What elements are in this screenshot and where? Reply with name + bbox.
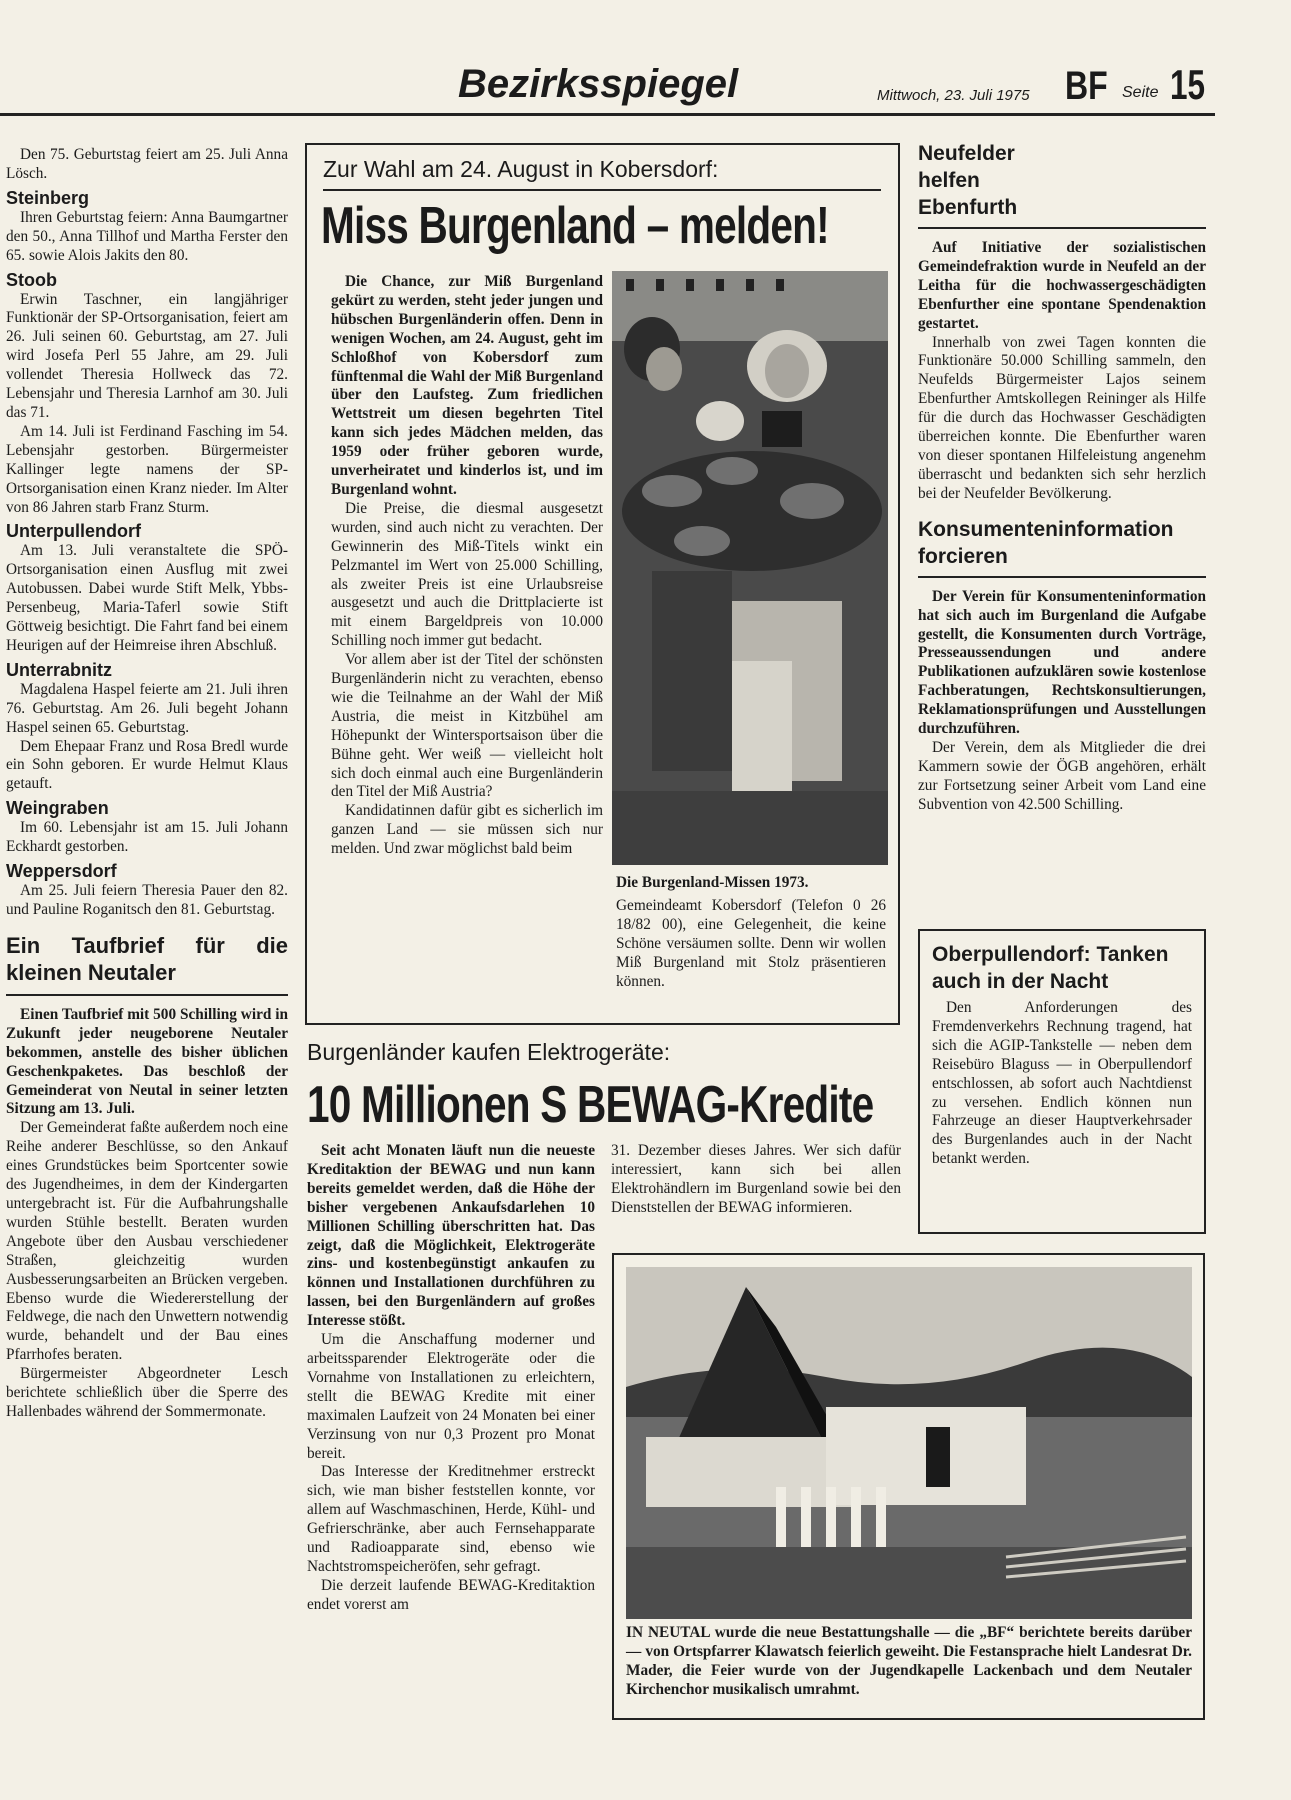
lead-paragraph: Einen Taufbrief mit 500 Schilling wird in Zukunft jeder neugeborene Neutaler bekommen, anstelle des bisher üblichen Geschenkpaketes. Das beschloß der Gemeinderat von Neutal in seiner letzten Sitzung am 13. Juli. [6,1005,288,1118]
article-text-left [331,273,603,859]
paragraph: Vor allem aber ist der Titel der schönsten Burgenländerin nicht zu verachten, ebenso wie die Teilnahme an der Wahl der Miß Austria, die meist in Kitzbühel am Höhepunkt der Wintersportsaison über die Bühne geht. Wer weiß — vielleicht holt sich doch einmal auch eine Burgenländerin den Titel der Miß Austria? [331,651,603,801]
kicker: Burgenländer kaufen Elektrogeräte: [307,1039,671,1065]
paragraph: Bürgermeister Abgeordneter Lesch berichtete schließlich über die Sperre des Hallenbades während der Sommermonate. [6,1365,288,1420]
article-box-oberpullendorf [918,929,1206,1234]
photo-caption: IN NEUTAL wurde die neue Bestattungshalle — die „BF“ berichtete bereits darüber — von Ortspfarrer Klawatsch feierlich geweiht. Die Festansprache hielt Landesrat Dr. Mader, die Feier wurde von der Jugendkapelle Lackenbach und dem Neutaler Kirchenchor musikalisch umrahmt. [626,1624,1192,1698]
photo-bestattungshalle [626,1267,1192,1619]
photo-box-neutal [612,1253,1205,1720]
paragraph: Am 14. Juli ist Ferdinand Fasching im 54. Lebensjahr gestorben. Bürgermeister Kallinger legte namens der SP-Ortsorganisation einen Kranz nieder. Im Alter von 86 Jahren starb Franz Sturm. [6,422,288,516]
article-text-left [307,1142,595,1615]
paragraph: Gemeindeamt Kobersdorf (Telefon 0 26 18/82 00), eine Gelegenheit, die keine Schöne versäumen sollte. Denn wir wollen Miß Burgenland mit Stolz präsentieren können. [616,897,886,990]
paragraph: Die derzeit laufende BEWAG-Kreditaktion endet vorerst am [307,1576,595,1613]
header-rule [0,113,1215,116]
headline-rule [918,576,1206,578]
article-text-right [616,897,886,992]
paragraph: Der Verein, dem als Mitglieder die drei Kammern sowie der ÖGB angehören, erhält zur Fortsetzung seiner Arbeit vom Land eine Subvention von 42.500 Schilling. [918,738,1206,813]
headline-taufbrief: Ein Taufbrief für die kleinen Neutaler [6,932,288,996]
paragraph: Das Interesse der Kreditnehmer erstreckt sich, wie man bisher feststellen konnte, vor allem auf Waschmaschinen, Herde, Kühl- und Gefrierschränke, aber auch Fernsehapparate und Radioapparate sind, ebenso wie Nachtstromspeicheröfen, sehr gefragt. [307,1463,595,1575]
heading-weingraben: Weingraben [6,798,109,819]
article-text-right [611,1142,901,1218]
issue-date: Mittwoch, 23. Juli 1975 [877,87,1030,104]
headline: Miss Burgenland – melden! [321,197,829,255]
page-number: 15 [1170,61,1206,108]
heading-stoob: Stoob [6,269,57,290]
lead-paragraph: Der Verein für Konsumenteninformation hat sich auch im Burgenland die Aufgabe gestellt, die Konsumenten durch Vorträge, Presseaussendungen und andere Publikationen aufzuklären sowie kostenlose Fachberatungen, Rechtskonsultierungen, Reklamationsprüfungen und Ausstellungen durchzuführen. [918,587,1206,738]
article-box-miss-burgenland [305,143,900,1025]
column-local-news [6,146,288,1422]
paragraph: 31. Dezember dieses Jahres. Wer sich dafür interessiert, kann sich bei allen Elektrohändlern im Burgenland sowie bei den Dienststellen der BEWAG informieren. [611,1142,901,1216]
photo-placeholder [612,271,888,865]
headline: 10 Millionen S BEWAG-Kredite [307,1076,874,1134]
brand-logo: BF [1065,64,1108,108]
lead-paragraph: Auf Initiative der sozialistischen Gemeindefraktion wurde in Neufeld an der Leitha für die hochwassergeschädigten Ebenfurther eine spontane Spendenaktion gestartet. [918,239,1206,332]
section-title: Bezirksspiegel [458,62,739,106]
photo-burgenland-missen [612,271,888,865]
paragraph: Um die Anschaffung moderner und arbeitssparender Elektrogeräte oder die Vornahme von Installationen zu erleichtern, stellt die BEWAG Kredite mit einer maximalen Laufzeit von 24 Monaten bei einer Verzinsung von nur 0,3 Prozent pro Monat bereit. [307,1331,595,1462]
paragraph: Im 60. Lebensjahr ist am 15. Juli Johann Eckhardt gestorben. [6,819,288,856]
paragraph: Erwin Taschner, ein langjähriger Funktionär der SP-Ortsorganisation, feiert am 26. Juli seinen 60. Geburtstag, am 27. Juli wird Josefa Perl 55 Jahre, am 29. Juli vollendet Theresia Hollweck das 72. Lebensjahr und Theresia Larnhof am 30. Juli das 71. [6,290,288,421]
page-label: Seite [1122,84,1159,101]
heading-steinberg: Steinberg [6,187,90,208]
paragraph: Den Anforderungen des Fremdenverkehrs Rechnung tragend, hat sich die AGIP-Tankstelle — neben dem Reisebüro Blaguss — in Oberpullendorf entschlossen, ab sofort auch Nachtdienst zu versehen. Endlich können nun Fahrzeuge an dieser Hauptverkehrsader des Burgenlandes auch in der Nacht betankt werden. [932,999,1192,1168]
heading-unterrabnitz: Unterrabnitz [6,659,113,680]
paragraph: Innerhalb von zwei Tagen konnten die Funktionäre 50.000 Schilling sammeln, den Neufelds Bürgermeister Lajos seinem Ebenfurther Amtskollegen Reininger als Hilfe für die durch das Hochwasser Geschädigten überreichen konnte. Die Ebenfurther waren von dieser spontanen Hilfeleistung angenehm überrascht und bedankten sich sehr herzlich bei der Neufelder Bevölkerung. [918,333,1206,502]
paragraph: Dem Ehepaar Franz und Rosa Bredl wurde ein Sohn geboren. Er wurde Helmut Klaus getauft. [6,737,288,793]
lead-paragraph: Seit acht Monaten läuft nun die neueste Kreditaktion der BEWAG und nun kann bereits gemeldet werden, daß die Höhe der bisher vergebenen Ankaufsdarlehen 10 Millionen Schilling überschritten hat. Das zeigt, daß die Möglichkeit, Elektrogeräte zins- und kostenbegünstigt ankaufen zu können und Installationen durchführen zu lassen, bei den Burgenländern auf großes Interesse stößt. [307,1142,595,1330]
paragraph: Die Preise, die diesmal ausgesetzt wurden, sind auch nicht zu verachten. Der Gewinnerin des Miß-Titels winkt ein Pelzmantel im Wert von 25.000 Schilling, als zweiter Preis ist eine Urlaubsreise ausgesetzt und auch die Drittplacierte ist mit einem Bargeldpreis von 10.000 Schilling noch immer gut bedacht. [331,499,603,650]
headline-neufeld: Neufelder helfen Ebenfurth [918,142,1018,219]
headline-konsumenteninformation: Konsumenteninformation forcieren [918,517,1174,568]
heading-unterpullendorf: Unterpullendorf [6,521,141,542]
paragraph: Am 25. Juli feiern Theresia Pauer den 82. und Pauline Roganitsch den 81. Geburtstag. [6,882,288,918]
paragraph: Magdalena Haspel feierte am 21. Juli ihren 76. Geburtstag. Am 26. Juli begeht Johann Haspel seinen 65. Geburtstag. [6,680,288,736]
paragraph: Den 75. Geburtstag feiert am 25. Juli Anna Lösch. [6,146,288,182]
heading-weppersdorf: Weppersdorf [6,861,117,882]
paragraph: Am 13. Juli veranstaltete die SPÖ-Ortsorganisation einen Ausflug mit zwei Autobussen. Dabei wurde Stift Melk, Ybbs-Persenbeug, Maria-Taferl sowie Stift Göttweig besichtigt. Die Fahrt fand bei einem Heurigen auf der Heimreise ihren Abschluß. [6,542,288,654]
page-header [0,50,1291,116]
kicker-rule [323,189,881,191]
paragraph: Der Gemeinderat faßte außerdem noch eine Reihe anderer Beschlüsse, so den Ankauf eines Grundstückes beim Sportcenter sowie des Jugendheimes, in dem der Kindergarten untergebracht ist. Für die Aufbahrungshalle wurden Stühle bestellt. Beraten wurden Angebote über den Ausbau verschiedener Straßen, gleichzeitig wurden Ausbesserungsarbeiten an Brücken vergeben. Ebenso wurde die Wiedererstellung der Feldwege, die nach den Unwettern notwendig wurde, behandelt und der Bau eines Pfarrhofes beraten. [6,1119,288,1364]
photo-caption: Die Burgenland-Missen 1973. [616,874,809,891]
headline-rule [918,227,1206,229]
kicker: Zur Wahl am 24. August in Kobersdorf: [323,156,719,182]
paragraph: Ihren Geburtstag feiern: Anna Baumgartner den 50., Anna Tillhof und Martha Ferster den 65. sowie Alois Jakits den 80. [6,208,288,264]
photo-placeholder [626,1267,1192,1619]
paragraph: Kandidatinnen dafür gibt es sicherlich im ganzen Land — sie müssen sich nur melden. Und zwar möglichst bald beim [331,802,603,858]
column-regional-news [918,140,1206,815]
headline-oberpullendorf: Oberpullendorf: Tanken auch in der Nacht [932,943,1169,993]
lead-paragraph: Die Chance, zur Miß Burgenland gekürt zu werden, steht jeder jungen und hübschen Burgenländerin offen. Denn in wenigen Wochen, am 24. August, geht im Schloßhof von Kobersdorf zum fünftenmal die Wahl der Miß Burgenland über den Laufsteg. Zum friedlichen Wettstreit um diesen begehrten Titel kann sich jedes Mädchen melden, das 1959 oder früher geboren wurde, unverheiratet und kinderlos ist, und im Burgenland wohnt. [331,273,603,498]
